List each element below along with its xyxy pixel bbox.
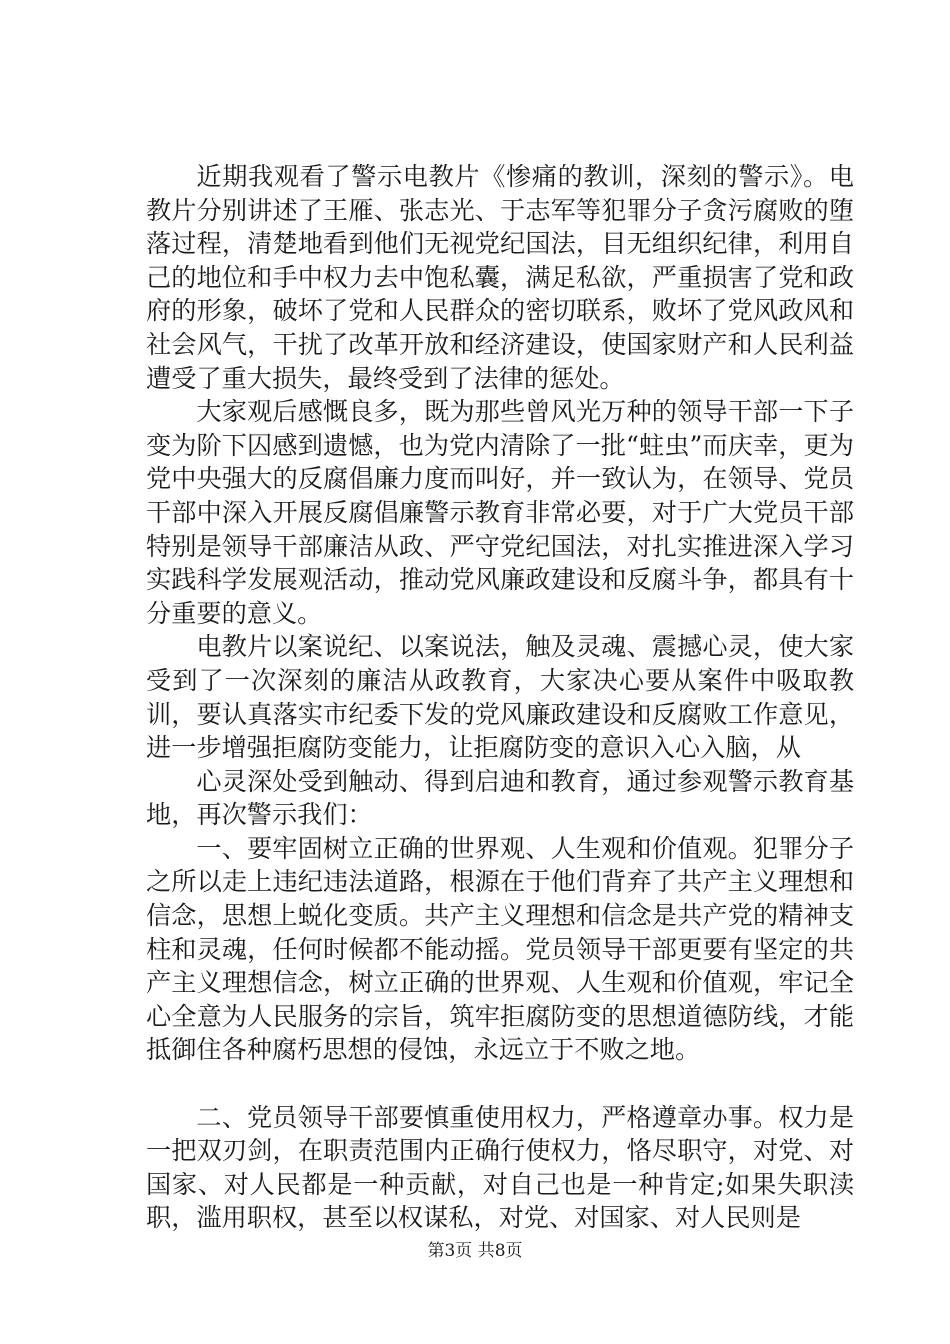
- paragraph-spacer: [146, 1067, 854, 1101]
- paragraph-point-two: 二、党员领导干部要慎重使用权力，严格遵章办事。权力是一把双刃剑，在职责范围内正确行使权力，恪尽职守，对党、对国家、对人民都是一种贡献，对自己也是一种肯定;如果失职渎职，滥用职权，甚至以权谋私，对党、对国家、对人民则是: [146, 1102, 854, 1233]
- paragraph-warning: 心灵深处受到触动、得到启迪和教育，通过参观警示教育基地，再次警示我们：: [146, 766, 854, 830]
- page-footer: 第3页 共8页: [427, 1241, 523, 1261]
- paragraph-point-one: 一、要牢固树立正确的世界观、人生观和价值观。犯罪分子之所以走上违纪违法道路，根源在于他们背弃了共产主义理想和信念，思想上蜕化变质。共产主义理想和信念是共产党的精神支柱和灵魂，任何时候都不能动摇。党员领导干部更要有坚定的共产主义理想信念，树立正确的世界观、人生观和价值观，牢记全心全意为人民服务的宗旨，筑牢拒腐防变的思想道德防线，才能抵御住各种腐朽思想的侵蚀，永远立于不败之地。: [146, 833, 854, 1065]
- paragraph-education: 电教片以案说纪、以案说法，触及灵魂、震撼心灵，使大家受到了一次深刻的廉洁从政教育，大家决心要从案件中吸取教训，要认真落实市纪委下发的党风廉政建设和反腐败工作意见，进一步增强拒腐防变能力，让拒腐防变的意识入心入脑，从: [146, 632, 854, 763]
- paragraph-reflection: 大家观后感慨良多，既为那些曾风光万种的领导干部一下子变为阶下囚感到遗憾，也为党内清除了一批“蛀虫”而庆幸，更为党中央强大的反腐倡廉力度而叫好，并一致认为，在领导、党员干部中深入开展反腐倡廉警示教育非常必要，对于广大党员干部特别是领导干部廉洁从政、严守党纪国法，对扎实推进深入学习实践科学发展观活动，推动党风廉政建设和反腐斗争，都具有十分重要的意义。: [146, 397, 854, 628]
- document-body: [146, 160, 854, 1235]
- paragraph-intro: 近期我观看了警示电教片《惨痛的教训，深刻的警示》。电教片分别讲述了王雁、张志光、于志军等犯罪分子贪污腐败的堕落过程，清楚地看到他们无视党纪国法，目无组织纪律，利用自己的地位和手中权力去中饱私囊，满足私欲，严重损害了党和政府的形象，破坏了党和人民群众的密切联系，败坏了党风政风和社会风气，干扰了改革开放和经济建设，使国家财产和人民利益遭受了重大损失，最终受到了法律的惩处。: [146, 162, 854, 393]
